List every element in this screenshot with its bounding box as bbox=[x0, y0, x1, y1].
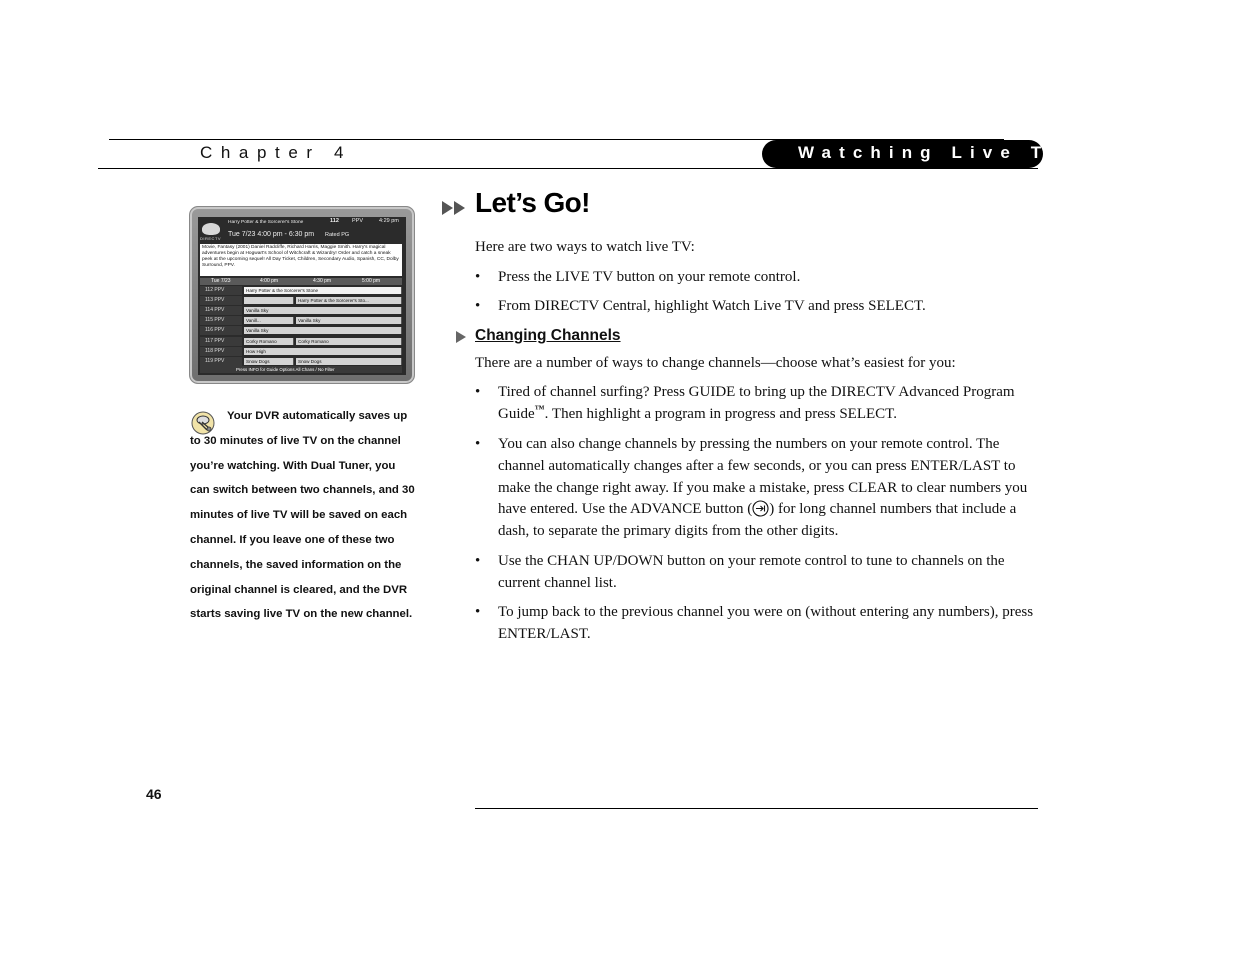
guide-program-cell: Vanilla Sky bbox=[244, 307, 402, 314]
section-title: Watching Live TV bbox=[798, 143, 1069, 162]
play-triangle-icon bbox=[455, 330, 467, 344]
list-item: • From DIRECTV Central, highlight Watch Live TV and press SELECT. bbox=[475, 298, 926, 314]
directv-logo-icon: DIRECTV bbox=[200, 223, 226, 241]
guide-time-header bbox=[200, 278, 402, 285]
guide-time: 5:00 pm bbox=[362, 278, 381, 284]
guide-program-cell: Snow Dogs bbox=[244, 358, 294, 365]
guide-date: Tue 7/23 bbox=[211, 278, 231, 284]
subheading-changing-channels: Changing Channels bbox=[475, 327, 621, 344]
guide-program-cell: Vanilla Sky bbox=[244, 327, 402, 334]
guide-row-channel: 112 PPV bbox=[200, 286, 242, 295]
guide-network: PPV bbox=[352, 218, 364, 224]
guide-program-cell: Corky Romano bbox=[244, 338, 294, 345]
guide-row bbox=[200, 347, 402, 356]
list-item: • Use the CHAN UP/DOWN button on your remote control to tune to channels on the current channel list. bbox=[475, 553, 1005, 591]
header-rule-bottom bbox=[98, 168, 1038, 169]
guide-rating: Rated PG bbox=[325, 232, 350, 238]
list-item: • You can also change channels by pressing the numbers on your remote control. The channel automatically changes after a few seconds, or you can press ENTER/LAST to make the change right away. If you make a mistake, press CLEAR to clear numbers you have entered. Use the ADVANCE button ( ) for long channel numbers that include a dash, to separate the primary digits from the other digits. bbox=[475, 436, 1028, 540]
guide-description: Movie, Fantasy (2001) Daniel Radcliffe, Richard Harris, Maggie Smith. Harry's magical adventures begin at Hogwart's School of Witchcraft & Wizardry! Order and catch a sneak peek at the upcoming sequel! All Day Ticket, Children, Secondary Audio, Spanish, CC, Dolby Surround, PPV. bbox=[200, 244, 402, 276]
fast-forward-icon bbox=[441, 199, 467, 217]
guide-program-cell: Snow Dogs bbox=[296, 358, 402, 365]
guide-row bbox=[200, 306, 402, 315]
guide-time: 4:00 pm bbox=[260, 278, 279, 284]
list-item: • To jump back to the previous channel you were on (without entering any numbers), press ENTER/LAST. bbox=[475, 604, 1034, 642]
guide-row bbox=[200, 286, 402, 295]
guide-program-cell: Vanilla Sky bbox=[296, 317, 402, 324]
sidebar-note: Your DVR automatically saves up to 30 minutes of live TV on the channel you’re watching. With Dual Tuner, you can switch between two channels, and 30 minutes of live TV will be saved on each channel. If you leave one of these two channels, the saved information on the original channel is cleared, and the DVR starts saving live TV on the new channel. bbox=[190, 410, 415, 621]
guide-row bbox=[200, 296, 402, 305]
guide-row-channel: 113 PPV bbox=[200, 296, 242, 305]
chapter-label: Chapter 4 bbox=[200, 143, 353, 162]
guide-program-cell bbox=[244, 297, 294, 304]
guide-program-title: Harry Potter & the Sorcerer's Stone bbox=[228, 220, 304, 225]
guide-program-cell: Vanill... bbox=[244, 317, 294, 324]
guide-time: 4:30 pm bbox=[313, 278, 332, 284]
guide-program-cell: Corky Romano bbox=[296, 338, 402, 345]
sub-intro-text: There are a number of ways to change channels—choose what’s easiest for you: bbox=[475, 355, 956, 371]
guide-row-channel: 118 PPV bbox=[200, 347, 242, 356]
guide-row-channel: 117 PPV bbox=[200, 337, 242, 346]
guide-screen bbox=[198, 217, 406, 375]
guide-program-cell: Harry Potter & the Sorcerer's Sto... bbox=[296, 297, 402, 304]
guide-program-cell: How High bbox=[244, 348, 402, 355]
advance-icon bbox=[752, 500, 769, 517]
guide-row bbox=[200, 337, 402, 346]
guide-row-channel: 115 PPV bbox=[200, 316, 242, 325]
guide-row-channel: 119 PPV bbox=[200, 357, 242, 366]
footer-rule bbox=[475, 808, 1038, 809]
guide-footer: Press INFO for Guide Options All Chans / No Filter bbox=[200, 366, 402, 373]
guide-row-channel: 114 PPV bbox=[200, 306, 242, 315]
guide-row bbox=[200, 316, 402, 325]
guide-row bbox=[200, 357, 402, 366]
list-item: • Press the LIVE TV button on your remote control. bbox=[475, 269, 801, 285]
guide-clock: 4:29 pm bbox=[379, 218, 399, 224]
guide-airtime: Tue 7/23 4:00 pm - 6:30 pm bbox=[228, 231, 315, 238]
intro-text: Here are two ways to watch live TV: bbox=[475, 239, 695, 255]
page-number: 46 bbox=[146, 786, 162, 802]
guide-program-cell: Harry Potter & the Sorcerer's Stone bbox=[244, 287, 402, 294]
list-item: • Tired of channel surfing? Press GUIDE to bring up the DIRECTV Advanced Program Guide™. Then highlight a program in progress and press SELECT. bbox=[475, 384, 1015, 422]
guide-screenshot bbox=[189, 206, 415, 384]
guide-row-channel: 116 PPV bbox=[200, 326, 242, 335]
guide-channel: 112 bbox=[330, 218, 339, 224]
guide-row bbox=[200, 326, 402, 335]
page-title: Let’s Go! bbox=[475, 187, 590, 218]
